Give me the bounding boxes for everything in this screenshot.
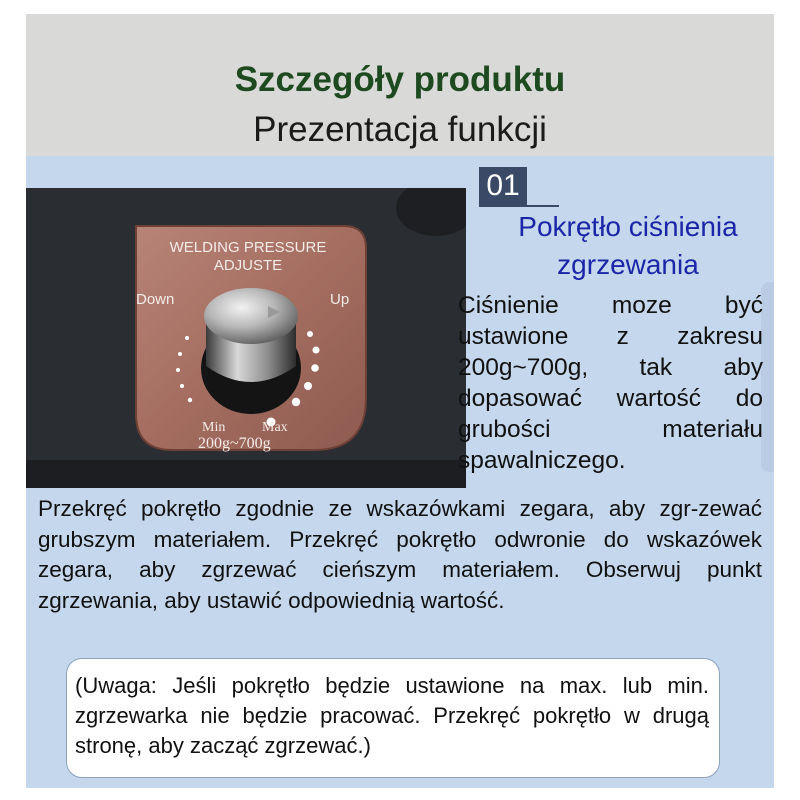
up-label: Up bbox=[330, 291, 350, 308]
note-text: (Uwaga: Jeśli pokrętło będzie ustawione na max. lub min. zgrzewarka nie będzie pracować. Przekręć pokrętło w drugą stronę, aby zacząć zgrzewać.) bbox=[75, 673, 709, 758]
feature-title-line1: Pokrętło ciśnienia bbox=[518, 211, 738, 242]
feature-number-underline bbox=[479, 205, 559, 207]
panel-label-line2: ADJUSTE bbox=[213, 257, 283, 274]
feature-description-last: spawalniczego. bbox=[458, 447, 626, 474]
feature-title-line2: zgrzewania bbox=[557, 249, 699, 280]
product-detail-page bbox=[26, 14, 774, 788]
down-label: Down bbox=[136, 291, 175, 308]
feature-description-text: Ciśnienie moze być ustawione z zakresu 200g~700g, tak aby dopasować wartość do grubości materiału bbox=[458, 292, 763, 443]
min-label: Min bbox=[202, 420, 226, 435]
header-band bbox=[26, 14, 774, 156]
page-title: Szczegóły produktu bbox=[234, 60, 566, 99]
panel-label-line1: WELDING PRESSURE bbox=[169, 239, 327, 256]
range-label: 200g~700g bbox=[198, 435, 271, 452]
note-box bbox=[66, 658, 720, 778]
pressure-panel-illustration bbox=[26, 188, 466, 488]
feature-description bbox=[458, 290, 763, 476]
feature-number: 01 bbox=[479, 167, 527, 205]
max-label: Max bbox=[262, 420, 288, 435]
instructions-text: Przekręć pokrętło zgodnie ze wskazówkami zegara, aby zgr-zewać grubszym materiałem. Przekręć pokrętło odwronie do wskazówek zegara, aby zgrzewać cieńszym materiałem. Obserwuj punkt zgrzewania, aby ustawić odpowiednią wartość. bbox=[38, 496, 762, 613]
rotary-knob-icon[interactable] bbox=[204, 288, 298, 344]
page-subtitle: Prezentacja funkcji bbox=[253, 110, 547, 149]
feature-title bbox=[478, 208, 778, 284]
product-photo bbox=[26, 188, 466, 488]
